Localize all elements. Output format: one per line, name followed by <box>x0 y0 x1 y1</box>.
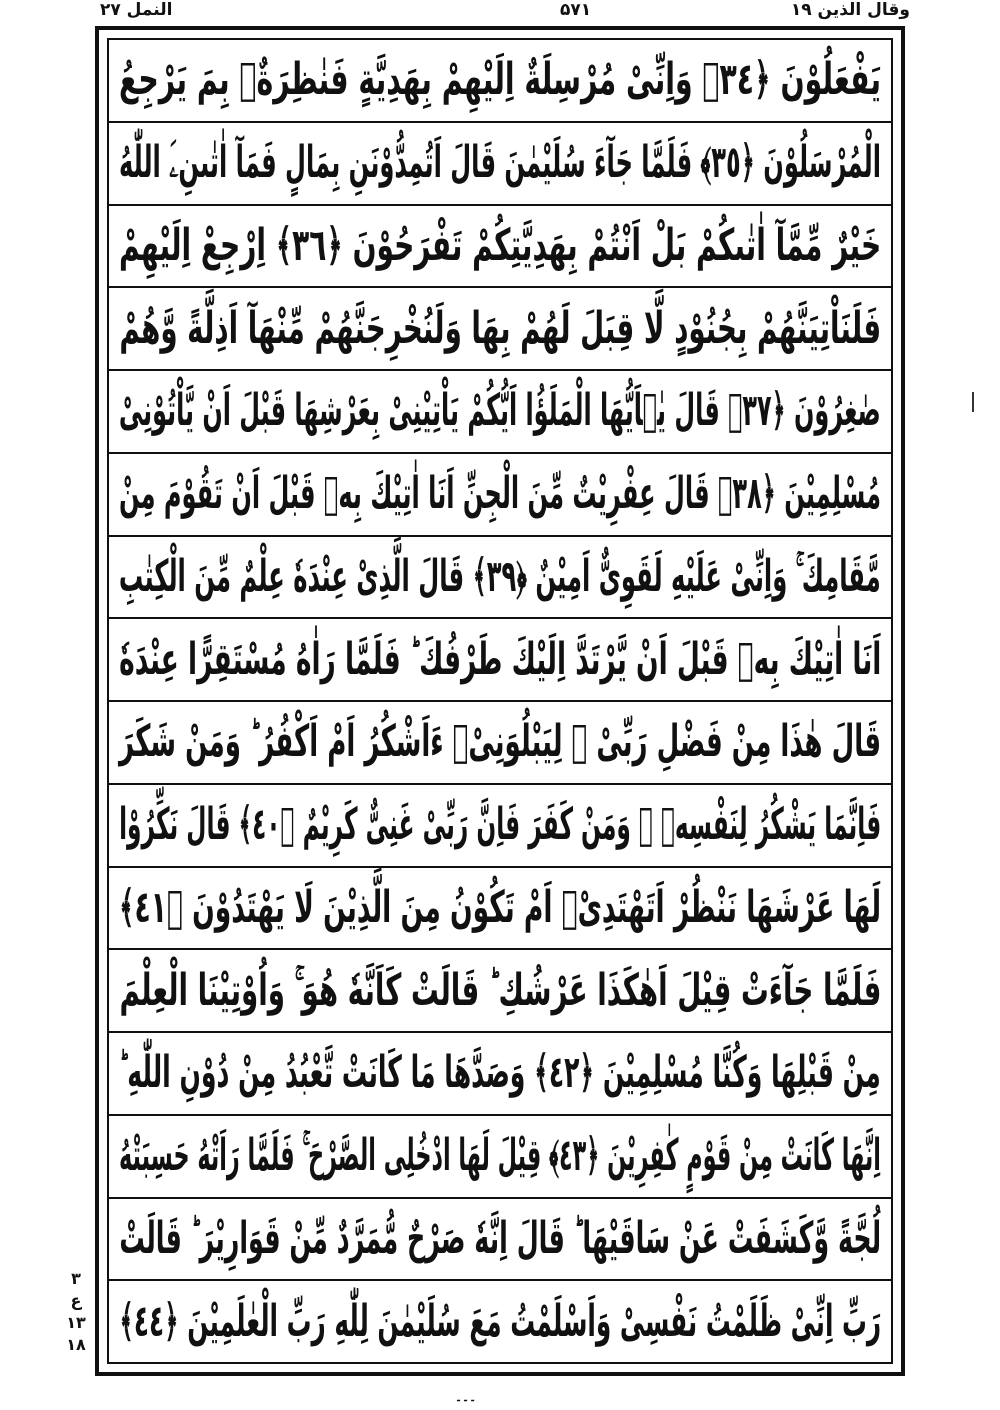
line-text: لُجَّةً وَّكَشَفَتْ عَنْ سَاقَيْهَا ؕ قَالَ اِنَّهٗ صَرْحٌ مُّمَرَّدٌ مِّنْ قَوَارِيْرَ ؕ قَالَتْ <box>119 1212 881 1264</box>
text-line <box>109 537 891 620</box>
verse-count: ۱۸ <box>66 1335 86 1354</box>
line-text: اَنَا اٰتِيْكَ بِهٖ قَبْلَ اَنْ يَّرْتَدَّ اِلَيْكَ طَرْفُكَ ؕ فَلَمَّا رَاٰهُ مُسْتَقِرًّا عِنْدَهٗ <box>118 633 882 685</box>
text-line <box>109 1199 891 1282</box>
text-line <box>109 288 891 371</box>
line-text: خَيْرٌ مِّمَّآ اٰتٰىكُمْ بَلْ اَنْتُمْ بِهَدِيَّتِكُمْ تَفْرَحُوْنَ ﴿٣٦﴾ اِرْجِعْ اِلَيْهِمْ <box>118 219 882 271</box>
line-text: الْمُرْسَلُوْنَ ﴿٣٥﴾ فَلَمَّا جَآءَ سُلَيْمٰنَ قَالَ اَتُمِدُّوْنَنِ بِمَالٍ فَمَآ اٰتٰىنِۦَ اللّٰهُ <box>118 137 881 189</box>
text-line <box>109 619 891 702</box>
line-text: قَالَ هٰذَا مِنْ فَضْلِ رَبِّىْ ۖ لِيَبْلُوَنِىْۤ ءَاَشْكُرُ اَمْ اَكْفُرُ ؕ وَمَنْ شَكَرَ <box>118 716 882 768</box>
page-frame <box>95 26 905 1376</box>
text-line <box>109 868 891 951</box>
line-text: رَبِّ اِنِّىْ ظَلَمْتُ نَفْسِىْ وَاَسْلَمْتُ مَعَ سُلَيْمٰنَ لِلّٰهِ رَبِّ الْعٰلَمِيْنَ ﴿٤٤﴾ <box>119 1295 881 1347</box>
text-line <box>109 1033 891 1116</box>
line-text: مُسْلِمِيْنَ ﴿٣٨﴾ قَالَ عِفْرِيْتٌ مِّنَ الْجِنِّ اَنَا اٰتِيْكَ بِهٖ قَبْلَ اَنْ تَقُوْمَ مِنْ <box>118 468 882 520</box>
ruku-number: ۳ <box>71 1269 81 1288</box>
line-text: يَفْعَلُوْنَ ﴿٣٤﴾ وَاِنِّىْ مُرْسِلَةٌ اِلَيْهِمْ بِهَدِيَّةٍ فَنٰظِرَةٌۢ بِمَ يَرْجِعُ <box>119 54 881 106</box>
text-line <box>109 123 891 206</box>
text-line <box>109 785 891 868</box>
text-line <box>109 1281 891 1362</box>
text-line <box>109 1116 891 1199</box>
text-line <box>109 371 891 454</box>
line-text: لَهَا عَرْشَهَا نَنْظُرْ اَتَهْتَدِىْۤ اَمْ تَكُوْنُ مِنَ الَّذِيْنَ لَا يَهْتَدُوْنَ ﴿٤١﴾ <box>118 881 882 933</box>
line-text: مِنْ قَبْلِهَا وَكُنَّا مُسْلِمِيْنَ ﴿٤٢﴾ وَصَدَّهَا مَا كَانَتْ تَّعْبُدُ مِنْ دُوْنِ اللّٰهِ ؕ <box>118 1047 882 1099</box>
line-text: فَاِنَّمَا يَشْكُرُ لِنَفْسِهٖ ۚ وَمَنْ كَفَرَ فَاِنَّ رَبِّىْ غَنِىٌّ كَرِيْمٌ ﴿٤٠﴾ قَالَ نَكِّرُوْا <box>118 799 882 851</box>
line-text: صٰغِرُوْنَ ﴿٣٧﴾ قَالَ يٰۤاَيُّهَا الْمَلَؤُا اَيُّكُمْ يَاْتِيْنِىْ بِعَرْشِهَا قَبْلَ اَنْ يَّاْتُوْنِىْ <box>119 385 881 437</box>
ruku-marker <box>60 1268 92 1356</box>
text-line <box>109 40 891 123</box>
text-line <box>109 206 891 289</box>
stray-mark <box>972 392 974 412</box>
ruku-count: ۱۳ <box>66 1313 86 1332</box>
surah-name: النمل ۲۷ <box>100 0 173 20</box>
line-text: فَلَنَاْتِيَنَّهُمْ بِجُنُوْدٍ لَّا قِبَلَ لَهُمْ بِهَا وَلَنُخْرِجَنَّهُمْ مِّنْهَآ اَذِلَّةً وَّهُمْ <box>119 302 881 354</box>
line-text: مَّقَامِكَ ۚ وَاِنِّىْ عَلَيْهِ لَقَوِىٌّ اَمِيْنٌ ﴿٣٩﴾ قَالَ الَّذِىْ عِنْدَهٗ عِلْمٌ مِّنَ الْكِتٰبِ <box>119 550 881 602</box>
text-line <box>109 454 891 537</box>
verse-lines <box>109 40 891 1362</box>
line-text: فَلَمَّا جَآءَتْ قِيْلَ اَهٰكَذَا عَرْشُكِ ؕ قَالَتْ كَاَنَّهٗ هُوَ ۚ وَاُوْتِيْنَا الْعِلْمَ <box>119 964 881 1016</box>
page-number: ۵۷۱ <box>560 0 592 20</box>
footer-mark: ۔۔۔ <box>455 1390 477 1404</box>
ain-mark: ع <box>70 1291 82 1310</box>
line-text: اِنَّهَا كَانَتْ مِنْ قَوْمٍ كٰفِرِيْنَ ﴿٤٣﴾ قِيْلَ لَهَا ادْخُلِى الصَّرْحَ ۚ فَلَمَّا رَاَتْهُ حَسِبَتْهُ <box>119 1130 881 1182</box>
page-header <box>100 0 910 22</box>
text-frame <box>107 38 893 1364</box>
para-name: وقال الذين ۱۹ <box>790 0 910 20</box>
text-line <box>109 950 891 1033</box>
text-line <box>109 702 891 785</box>
